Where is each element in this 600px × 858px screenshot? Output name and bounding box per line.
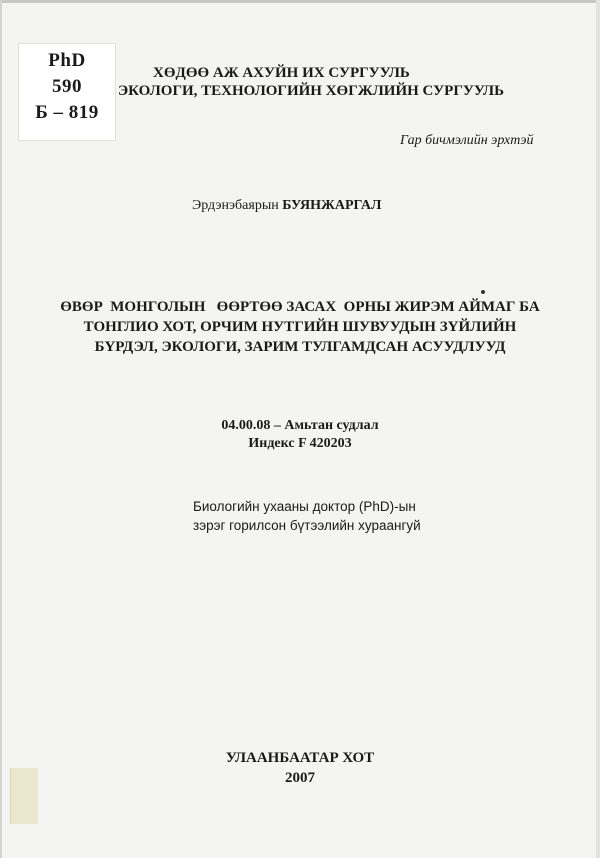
degree-line-1: Биологийн ухааны доктор (PhD)-ын <box>193 499 416 514</box>
publication-city: УЛААНБААТАР ХОТ <box>225 750 375 766</box>
call-label-code: Б – 819 <box>35 102 99 123</box>
author-name <box>192 198 381 214</box>
degree-line-2: зэрэг горилсон бүтээлийн хураангуй <box>193 518 421 533</box>
scan-top-edge <box>0 0 600 3</box>
author-surname: БУЯНЖАРГАЛ <box>282 198 382 213</box>
manuscript-rights-note: Гар бичмэлийн эрхтэй <box>400 133 534 148</box>
author-patronymic: Эрдэнэбаярын <box>192 198 279 213</box>
scan-speck <box>481 290 485 294</box>
thesis-title-line-3: БҮРДЭЛ, ЭКОЛОГИ, ЗАРИМ ТУЛГАМДСАН АСУУДЛУУД <box>94 339 506 355</box>
specialty-index: Индекс F 420203 <box>248 436 352 451</box>
publication-footer <box>0 748 600 788</box>
specialty-code: 04.00.08 – Амьтан судлал <box>221 418 379 433</box>
specialty-block <box>0 417 600 453</box>
library-call-number-label <box>18 43 116 141</box>
thesis-title-line-2: ТОНГЛИО ХОТ, ОРЧИМ НУТГИЙН ШУВУУДЫН ЗҮЙЛИЙН <box>83 319 517 335</box>
thesis-title <box>0 297 600 357</box>
university-name: ХӨДӨӨ АЖ АХУЙН ИХ СУРГУУЛЬ <box>153 65 410 81</box>
publication-year: 2007 <box>285 770 315 786</box>
call-label-number: 590 <box>52 76 82 97</box>
degree-statement <box>193 497 421 535</box>
school-name: ЭКОЛОГИ, ТЕХНОЛОГИЙН ХӨГЖЛИЙН СУРГУУЛЬ <box>118 83 505 99</box>
thesis-title-line-1: ӨВӨР МОНГОЛЫН ӨӨРТӨӨ ЗАСАХ ОРНЫ ЖИРЭМ АЙМАГ БА <box>60 299 540 315</box>
call-label-degree: PhD <box>48 50 86 71</box>
binding-tab <box>10 768 38 824</box>
